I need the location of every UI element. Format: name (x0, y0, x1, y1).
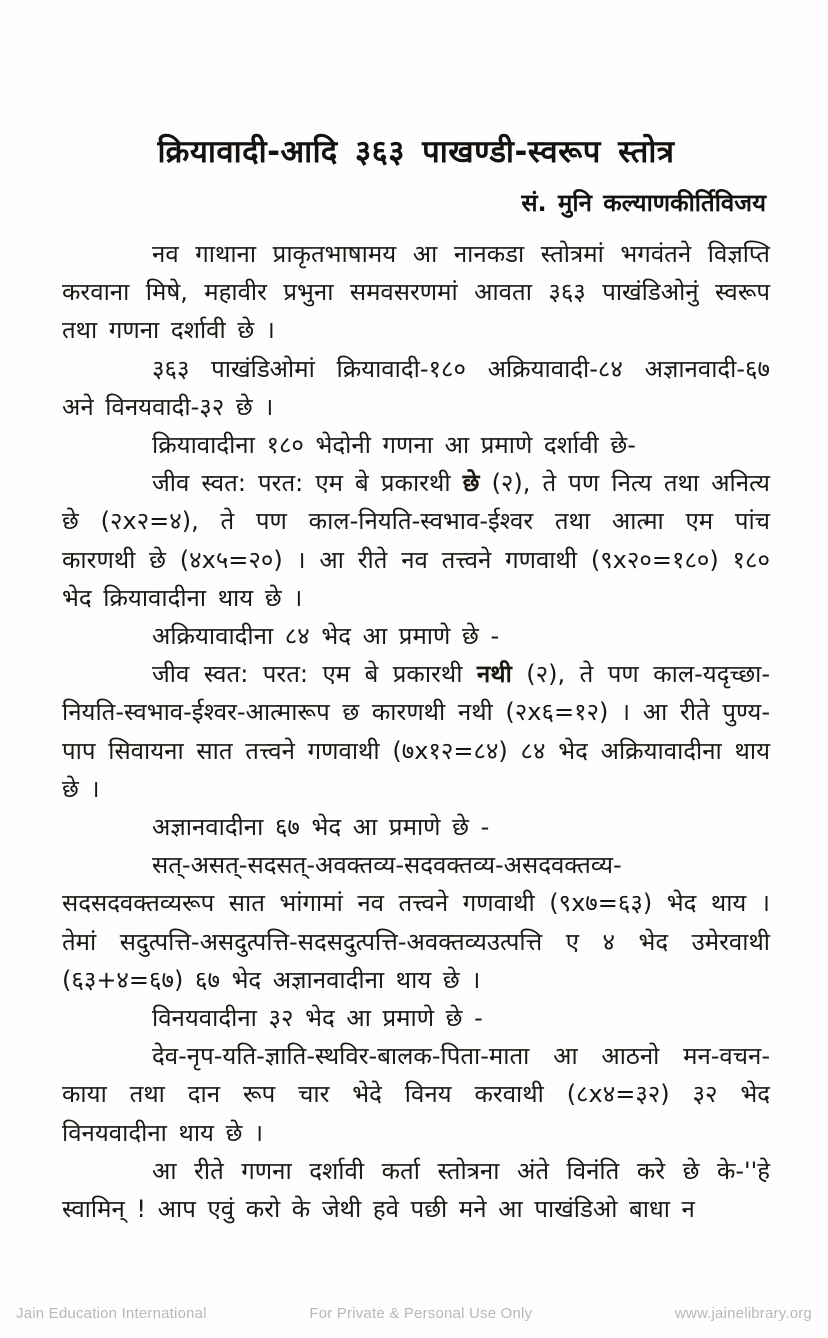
text-run: क्रियावादीना १८० भेदोनी गणना आ प्रमाणे दर्शावी छे- (152, 431, 636, 460)
bold-text-run: नथी (476, 660, 512, 689)
paragraph (62, 426, 770, 464)
text-run: विनयवादीना ३२ भेद आ प्रमाणे छे - (152, 1004, 483, 1033)
paragraph (62, 235, 770, 350)
paragraph (62, 617, 770, 655)
page-title: क्रियावादी-आदि ३६३ पाखण्डी-स्वरूप स्तोत्र (157, 134, 675, 170)
paragraph (62, 808, 770, 846)
text-run: अक्रियावादीना ८४ भेद आ प्रमाणे छे - (152, 622, 500, 651)
paragraph (62, 1037, 770, 1152)
text-run: (२), ते पण काल-यदृच्छा-नियति-स्वभाव-ईश्वर-आत्मारूप छ कारणथी नथी (२x६=१२) । आ रीते पुण्य-पाप सिवायना सात तत्त्वने गणवाथी (७x१२=८४) ८४ भेद अक्रियावादीना थाय छे । (62, 660, 770, 803)
footer-publisher: Jain Education International (16, 1305, 207, 1322)
text-run: अज्ञानवादीना ६७ भेद आ प्रमाणे छे - (152, 813, 490, 842)
footer-usage-note: For Private & Personal Use Only (309, 1305, 533, 1322)
page-content (62, 130, 770, 1228)
page-footer (0, 1305, 828, 1322)
text-run: नव गाथाना प्राकृतभाषामय आ नानकडा स्तोत्रमां भगवंतने विज्ञप्ति करवाना मिषे, महावीर प्रभुना समवसरणमां आवता ३६३ पाखंडिओनुं स्वरूप तथा गणना दर्शावी छे । (62, 240, 770, 345)
paragraph (62, 999, 770, 1037)
paragraph (62, 846, 770, 999)
body-paragraphs (62, 235, 770, 1228)
text-run: ३६३ पाखंडिओमां क्रियावादी-१८० अक्रियावादी-८४ अज्ञानवादी-६७ अने विनयवादी-३२ छे । (62, 354, 770, 421)
text-run: जीव स्वत: परत: एम बे प्रकारथी (152, 469, 463, 498)
paragraph (62, 464, 770, 617)
byline-author: सं. मुनि कल्याणकीर्तिविजय (521, 189, 766, 217)
text-run: सत्-असत्-सदसत्-अवक्तव्य-सदवक्तव्य-असदवक्तव्य-सदसदवक्तव्यरूप सात भांगामां नव तत्त्वने गणवाथी (९x७=६३) भेद थाय । तेमां सदुत्पत्ति-असदुत्पत्ति-सदसदुत्पत्ति-अवक्तव्यउत्पत्ति ए ४ भेद उमेरवाथी (६३+४=६७) ६७ भेद अज्ञानवादीना थाय छे । (62, 851, 770, 994)
text-run: देव-नृप-यति-ज्ञाति-स्थविर-बालक-पिता-माता आ आठनो मन-वचन-काया तथा दान रूप चार भेदे विनय करवाथी (८x४=३२) ३२ भेद विनयवादीना थाय छे । (62, 1042, 770, 1147)
text-run: (२), ते पण नित्य तथा अनित्य छे (२x२=४), ते पण काल-नियति-स्वभाव-ईश्वर तथा आत्मा एम पांच कारणथी छे (४x५=२०) । आ रीते नव तत्त्वने गणवाथी (९x२०=१८०) १८० भेद क्रियावादीना थाय छे । (62, 469, 770, 612)
paragraph (62, 655, 770, 808)
bold-text-run: छे (462, 469, 480, 498)
text-run: जीव स्वत: परत: एम बे प्रकारथी (152, 660, 477, 689)
text-run: आ रीते गणना दर्शावी कर्ता स्तोत्रना अंते विनंति करे छे के-''हे स्वामिन् ! आप एवुं करो के जेथी हवे पछी मने आ पाखंडिओ बाधा न (62, 1156, 770, 1224)
paragraph (62, 350, 770, 426)
footer-website: www.jainelibrary.org (674, 1305, 812, 1322)
paragraph (62, 1152, 770, 1228)
